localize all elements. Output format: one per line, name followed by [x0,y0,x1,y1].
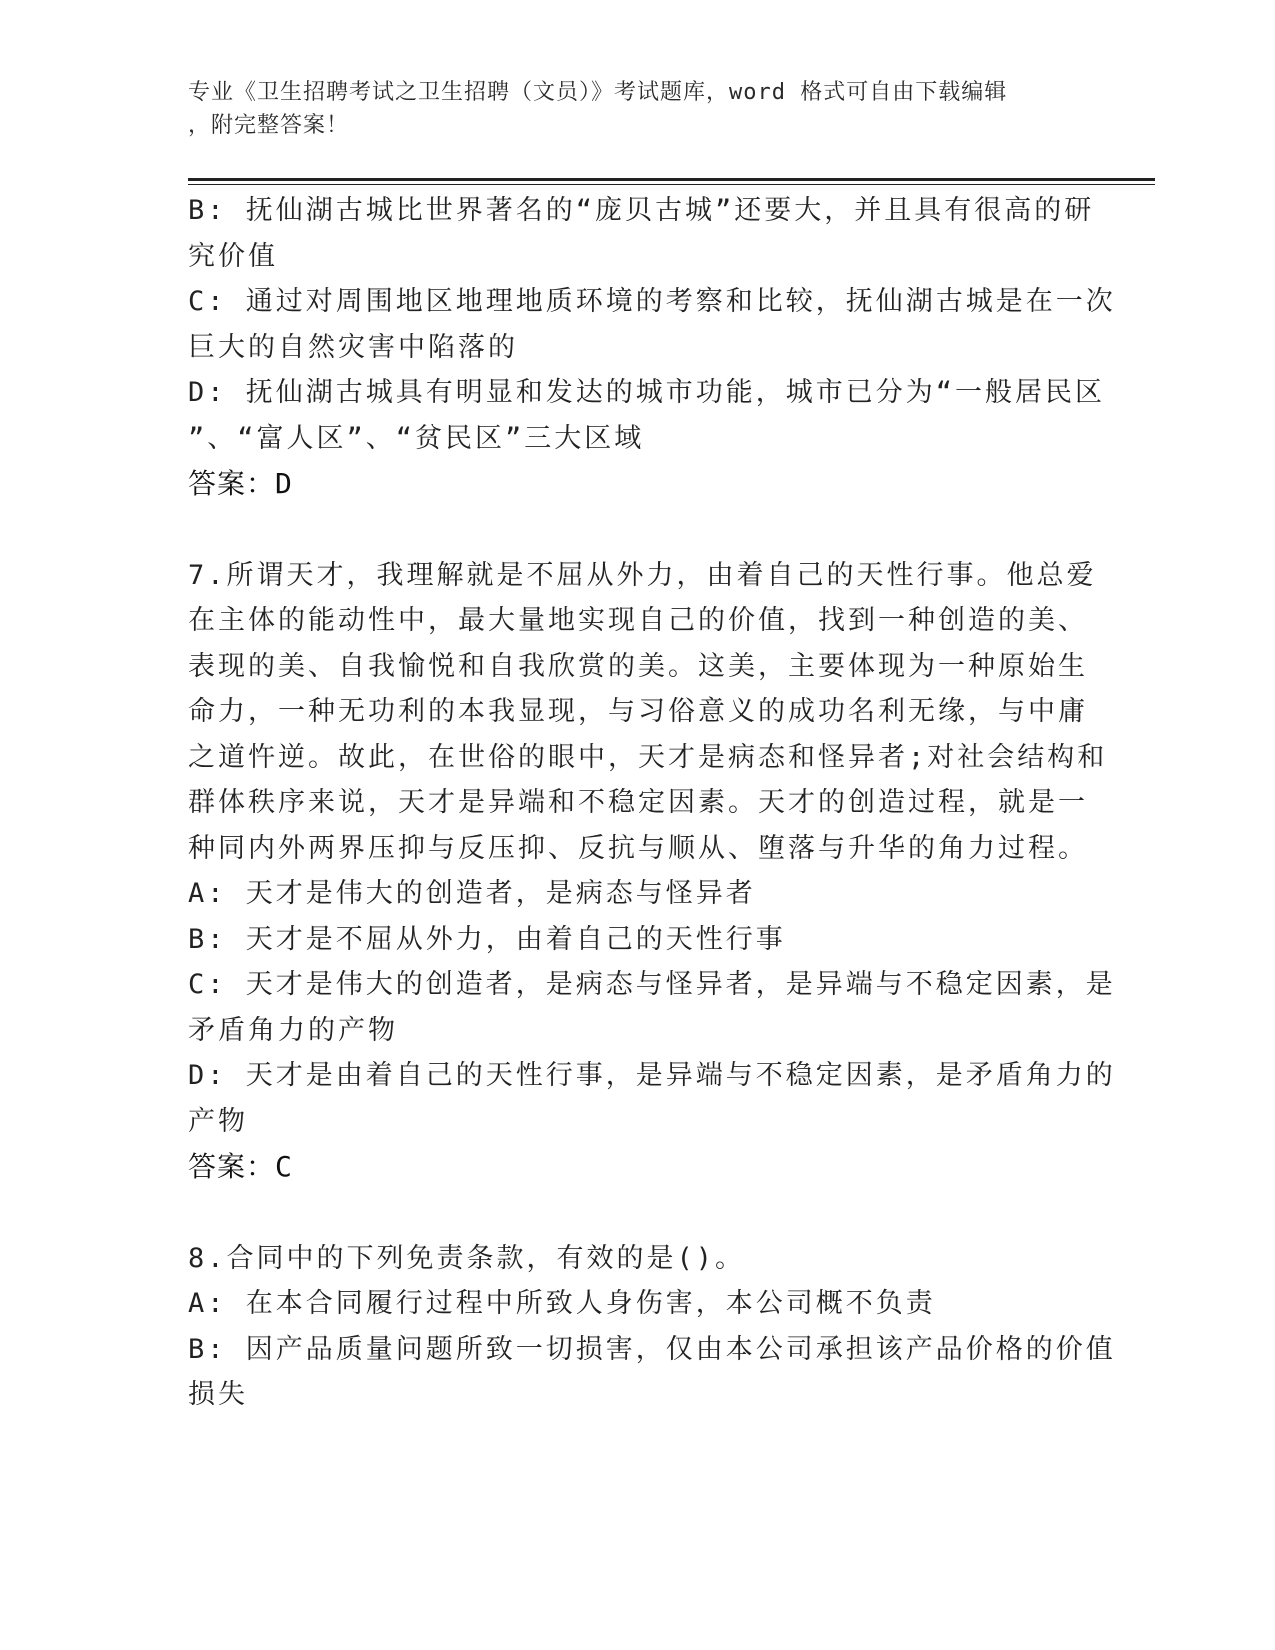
q8-stem: 8.合同中的下列免责条款，有效的是()。 [188,1242,746,1274]
q7-stem-line: 群体秩序来说，天才是异端和不稳定因素。天才的创造过程，就是一 [188,787,1088,818]
q8-option-a: A: 在本合同履行过程中所致人身伤害，本公司概不负责 [188,1288,936,1319]
q7-stem-line: 在主体的能动性中，最大量地实现自己的价值，找到一种创造的美、 [188,605,1088,636]
spacer [188,507,1083,553]
question-7 [188,553,1116,1190]
q6-option-c-line-1: C: 通过对周围地区地理地质环境的考察和比较，抚仙湖古城是在一次 [188,286,1116,317]
question-8 [188,1236,1116,1418]
header-note [188,76,1068,142]
spacer [188,1190,1083,1236]
q8-option-b-line-1: B: 因产品质量问题所致一切损害，仅由本公司承担该产品价格的价值 [188,1333,1116,1365]
q7-option-d-line-2: 产物 [188,1105,248,1137]
q6-option-d-line-2: ”、“富人区”、“贫民区”三大区域 [188,422,645,454]
q7-option-c-line-1: C: 天才是伟大的创造者，是病态与怪异者，是异端与不稳定因素，是 [188,969,1116,1000]
q6-option-b-line-2: 究价值 [188,240,278,272]
header-rule-thin [188,184,1155,185]
q6-option-d-line-1: D: 抚仙湖古城具有明显和发达的城市功能，城市已分为“一般居民区 [188,377,1106,408]
header-rule-thick [188,178,1155,181]
q7-option-b: B: 天才是不屈从外力，由着自己的天性行事 [188,923,786,955]
q7-stem-line: 7.所谓天才，我理解就是不屈从外力，由着自己的天性行事。他总爱 [188,559,1097,591]
q6-option-c-line-2: 巨大的自然灾害中陷落的 [188,331,518,363]
q7-stem-line: 命力，一种无功利的本我显现，与习俗意义的成功名利无缘，与中庸 [188,696,1088,727]
q7-answer: 答案：C [188,1150,293,1183]
q7-stem-line: 之道忤逆。故此，在世俗的眼中，天才是病态和怪异者;对社会结构和 [188,741,1108,773]
q7-stem-line: 种同内外两界压抑与反压抑、反抗与顺从、堕落与升华的角力过程。 [188,832,1088,864]
question-content [188,188,1116,1418]
q7-stem-line: 表现的美、自我愉悦和自我欣赏的美。这美，主要体现为一种原始生 [188,650,1088,682]
q7-option-a: A: 天才是伟大的创造者，是病态与怪异者 [188,878,756,909]
q6-option-b-line-1: B: 抚仙湖古城比世界著名的“庞贝古城”还要大，并且具有很高的研 [188,195,1095,226]
q7-option-d-line-1: D: 天才是由着自己的天性行事，是异端与不稳定因素，是矛盾角力的 [188,1060,1116,1091]
header-note-line-2: ，附完整答案！ [188,113,350,138]
q8-option-b-line-2: 损失 [188,1379,248,1410]
q6-answer: 答案：D [188,467,293,500]
header-note-line-1: 专业《卫生招聘考试之卫生招聘（文员）》考试题库，word 格式可自由下载编辑 [188,80,1008,105]
question-6 [188,188,1116,507]
q7-option-c-line-2: 矛盾角力的产物 [188,1014,398,1046]
